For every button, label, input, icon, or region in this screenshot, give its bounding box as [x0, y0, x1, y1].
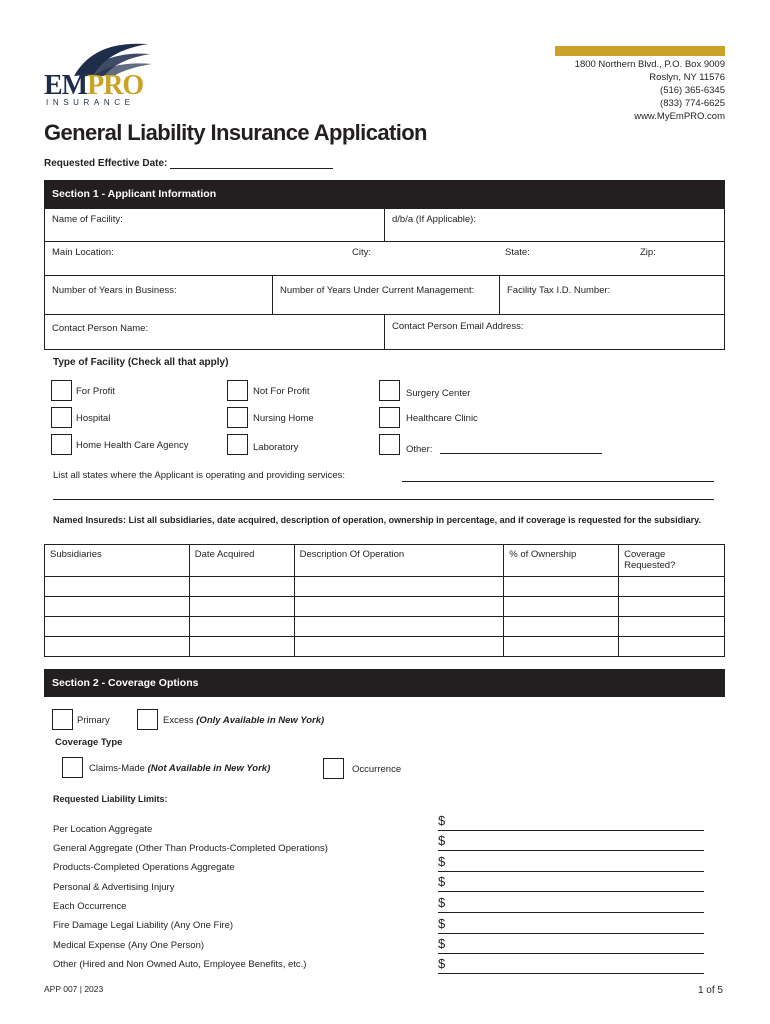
states-label: List all states where the Applicant is operating and providing services: — [53, 470, 346, 481]
header-date-acquired: Date Acquired — [189, 545, 294, 577]
limit-amount-field[interactable]: $ — [438, 814, 704, 831]
table-cell[interactable] — [294, 617, 504, 637]
limit-label: Products-Completed Operations Aggregate — [53, 862, 235, 873]
table-header-row — [45, 545, 725, 577]
limit-amount-field[interactable]: $ — [438, 875, 704, 892]
table-cell[interactable] — [189, 577, 294, 597]
surgery-center-checkbox[interactable] — [379, 380, 400, 401]
header-ownership: % of Ownership — [504, 545, 619, 577]
table-cell[interactable] — [189, 637, 294, 657]
table-cell[interactable] — [294, 577, 504, 597]
page-number: 1 of 5 — [697, 985, 723, 996]
dba-field[interactable]: d/b/a (If Applicable): — [384, 208, 725, 242]
table-row[interactable] — [45, 617, 725, 637]
state-label: State: — [505, 247, 530, 258]
states-input-line-2[interactable] — [53, 488, 714, 500]
coverage-type-heading: Coverage Type — [55, 737, 123, 748]
form-id: APP 007 | 2023 — [44, 984, 104, 994]
for-profit-label: For Profit — [76, 386, 116, 397]
table-cell[interactable] — [294, 597, 504, 617]
limit-label: Fire Damage Legal Liability (Any One Fire) — [53, 920, 234, 931]
laboratory-label: Laboratory — [253, 442, 299, 453]
table-cell[interactable] — [189, 617, 294, 637]
table-row[interactable] — [45, 637, 725, 657]
surgery-center-label: Surgery Center — [406, 388, 471, 399]
table-cell[interactable] — [189, 597, 294, 617]
header-subsidiaries: Subsidiaries — [45, 545, 190, 577]
claims-made-checkbox[interactable] — [62, 757, 83, 778]
main-location-field[interactable]: Main Location: City: State: Zip: — [44, 241, 725, 276]
table-row[interactable] — [45, 577, 725, 597]
laboratory-checkbox[interactable] — [227, 434, 248, 455]
other-input-line[interactable] — [440, 443, 602, 454]
nursing-home-checkbox[interactable] — [227, 407, 248, 428]
table-cell[interactable] — [504, 637, 619, 657]
limit-label: General Aggregate (Other Than Products-Completed Operations) — [53, 843, 328, 854]
section2-heading: Section 2 - Coverage Options — [44, 669, 725, 697]
contact-email-field[interactable]: Contact Person Email Address: — [384, 314, 725, 350]
nursing-home-label: Nursing Home — [253, 413, 314, 424]
limit-label: Medical Expense (Any One Person) — [53, 940, 205, 951]
healthcare-clinic-label: Healthcare Clinic — [406, 413, 478, 424]
table-cell[interactable] — [504, 617, 619, 637]
contact-name-field[interactable]: Contact Person Name: — [44, 314, 385, 350]
years-under-management-field[interactable]: Number of Years Under Current Management: — [272, 275, 500, 315]
table-cell[interactable] — [619, 577, 725, 597]
excess-label: Excess (Only Available in New York) — [163, 715, 325, 726]
not-for-profit-checkbox[interactable] — [227, 380, 248, 401]
table-cell[interactable] — [619, 637, 725, 657]
limit-amount-field[interactable]: $ — [438, 937, 704, 954]
limit-amount-field[interactable]: $ — [438, 896, 704, 913]
name-of-facility-field[interactable]: Name of Facility: — [44, 208, 385, 242]
city-label: City: — [352, 247, 371, 258]
table-cell[interactable] — [45, 637, 190, 657]
home-health-label: Home Health Care Agency — [76, 440, 189, 451]
header-coverage: Coverage Requested? — [619, 545, 725, 577]
years-in-business-field[interactable]: Number of Years in Business: — [44, 275, 273, 315]
table-row[interactable] — [45, 597, 725, 617]
table-cell[interactable] — [45, 577, 190, 597]
effective-date-field[interactable]: Requested Effective Date: — [44, 157, 333, 169]
excess-checkbox[interactable] — [137, 709, 158, 730]
limit-amount-field[interactable]: $ — [438, 917, 704, 934]
named-insureds-text: Named Insureds: List all subsidiaries, date acquired, description of operation, ownership in percentage, and if coverage is requested for the subsidiary. — [53, 515, 701, 525]
limit-label: Per Location Aggregate — [53, 824, 153, 835]
claims-made-label: Claims-Made (Not Available in New York) — [89, 763, 271, 774]
table-cell[interactable] — [294, 637, 504, 657]
home-health-checkbox[interactable] — [51, 434, 72, 455]
primary-label: Primary — [77, 715, 110, 726]
not-for-profit-label: Not For Profit — [253, 386, 310, 397]
table-cell[interactable] — [504, 597, 619, 617]
page-title: General Liability Insurance Application — [44, 120, 427, 145]
subsidiaries-table — [44, 544, 725, 657]
for-profit-checkbox[interactable] — [51, 380, 72, 401]
header-gold-bar — [555, 46, 725, 56]
facility-type-heading: Type of Facility (Check all that apply) — [53, 357, 229, 368]
table-cell[interactable] — [45, 597, 190, 617]
header-description: Description Of Operation — [294, 545, 504, 577]
limit-label: Other (Hired and Non Owned Auto, Employee Benefits, etc.) — [53, 959, 307, 970]
empro-logo-subtitle: INSURANCE — [46, 98, 135, 107]
limit-label: Each Occurrence — [53, 901, 127, 912]
occurrence-label: Occurrence — [352, 764, 402, 775]
limit-amount-field[interactable]: $ — [438, 957, 704, 974]
table-cell[interactable] — [619, 597, 725, 617]
hospital-checkbox[interactable] — [51, 407, 72, 428]
company-address: 1800 Northern Blvd., P.O. Box 9009 Roslyn, NY 11576 (516) 365-6345 (833) 774-6625 www.MyEmPRO.com — [574, 59, 725, 122]
limit-amount-field[interactable]: $ — [438, 834, 704, 851]
states-input-line[interactable] — [402, 470, 714, 482]
table-cell[interactable] — [619, 617, 725, 637]
table-cell[interactable] — [504, 577, 619, 597]
primary-checkbox[interactable] — [52, 709, 73, 730]
limit-amount-field[interactable]: $ — [438, 855, 704, 872]
empro-logo-wordmark: EMPRO — [44, 70, 144, 101]
other-checkbox[interactable] — [379, 434, 400, 455]
tax-id-field[interactable]: Facility Tax I.D. Number: — [499, 275, 725, 315]
limits-heading: Requested Liability Limits: — [53, 794, 168, 804]
healthcare-clinic-checkbox[interactable] — [379, 407, 400, 428]
zip-label: Zip: — [640, 247, 656, 258]
table-cell[interactable] — [45, 617, 190, 637]
section1-heading: Section 1 - Applicant Information — [44, 180, 725, 208]
other-label: Other: — [406, 444, 433, 455]
occurrence-checkbox[interactable] — [323, 758, 344, 779]
limit-label: Personal & Advertising Injury — [53, 882, 175, 893]
hospital-label: Hospital — [76, 413, 111, 424]
